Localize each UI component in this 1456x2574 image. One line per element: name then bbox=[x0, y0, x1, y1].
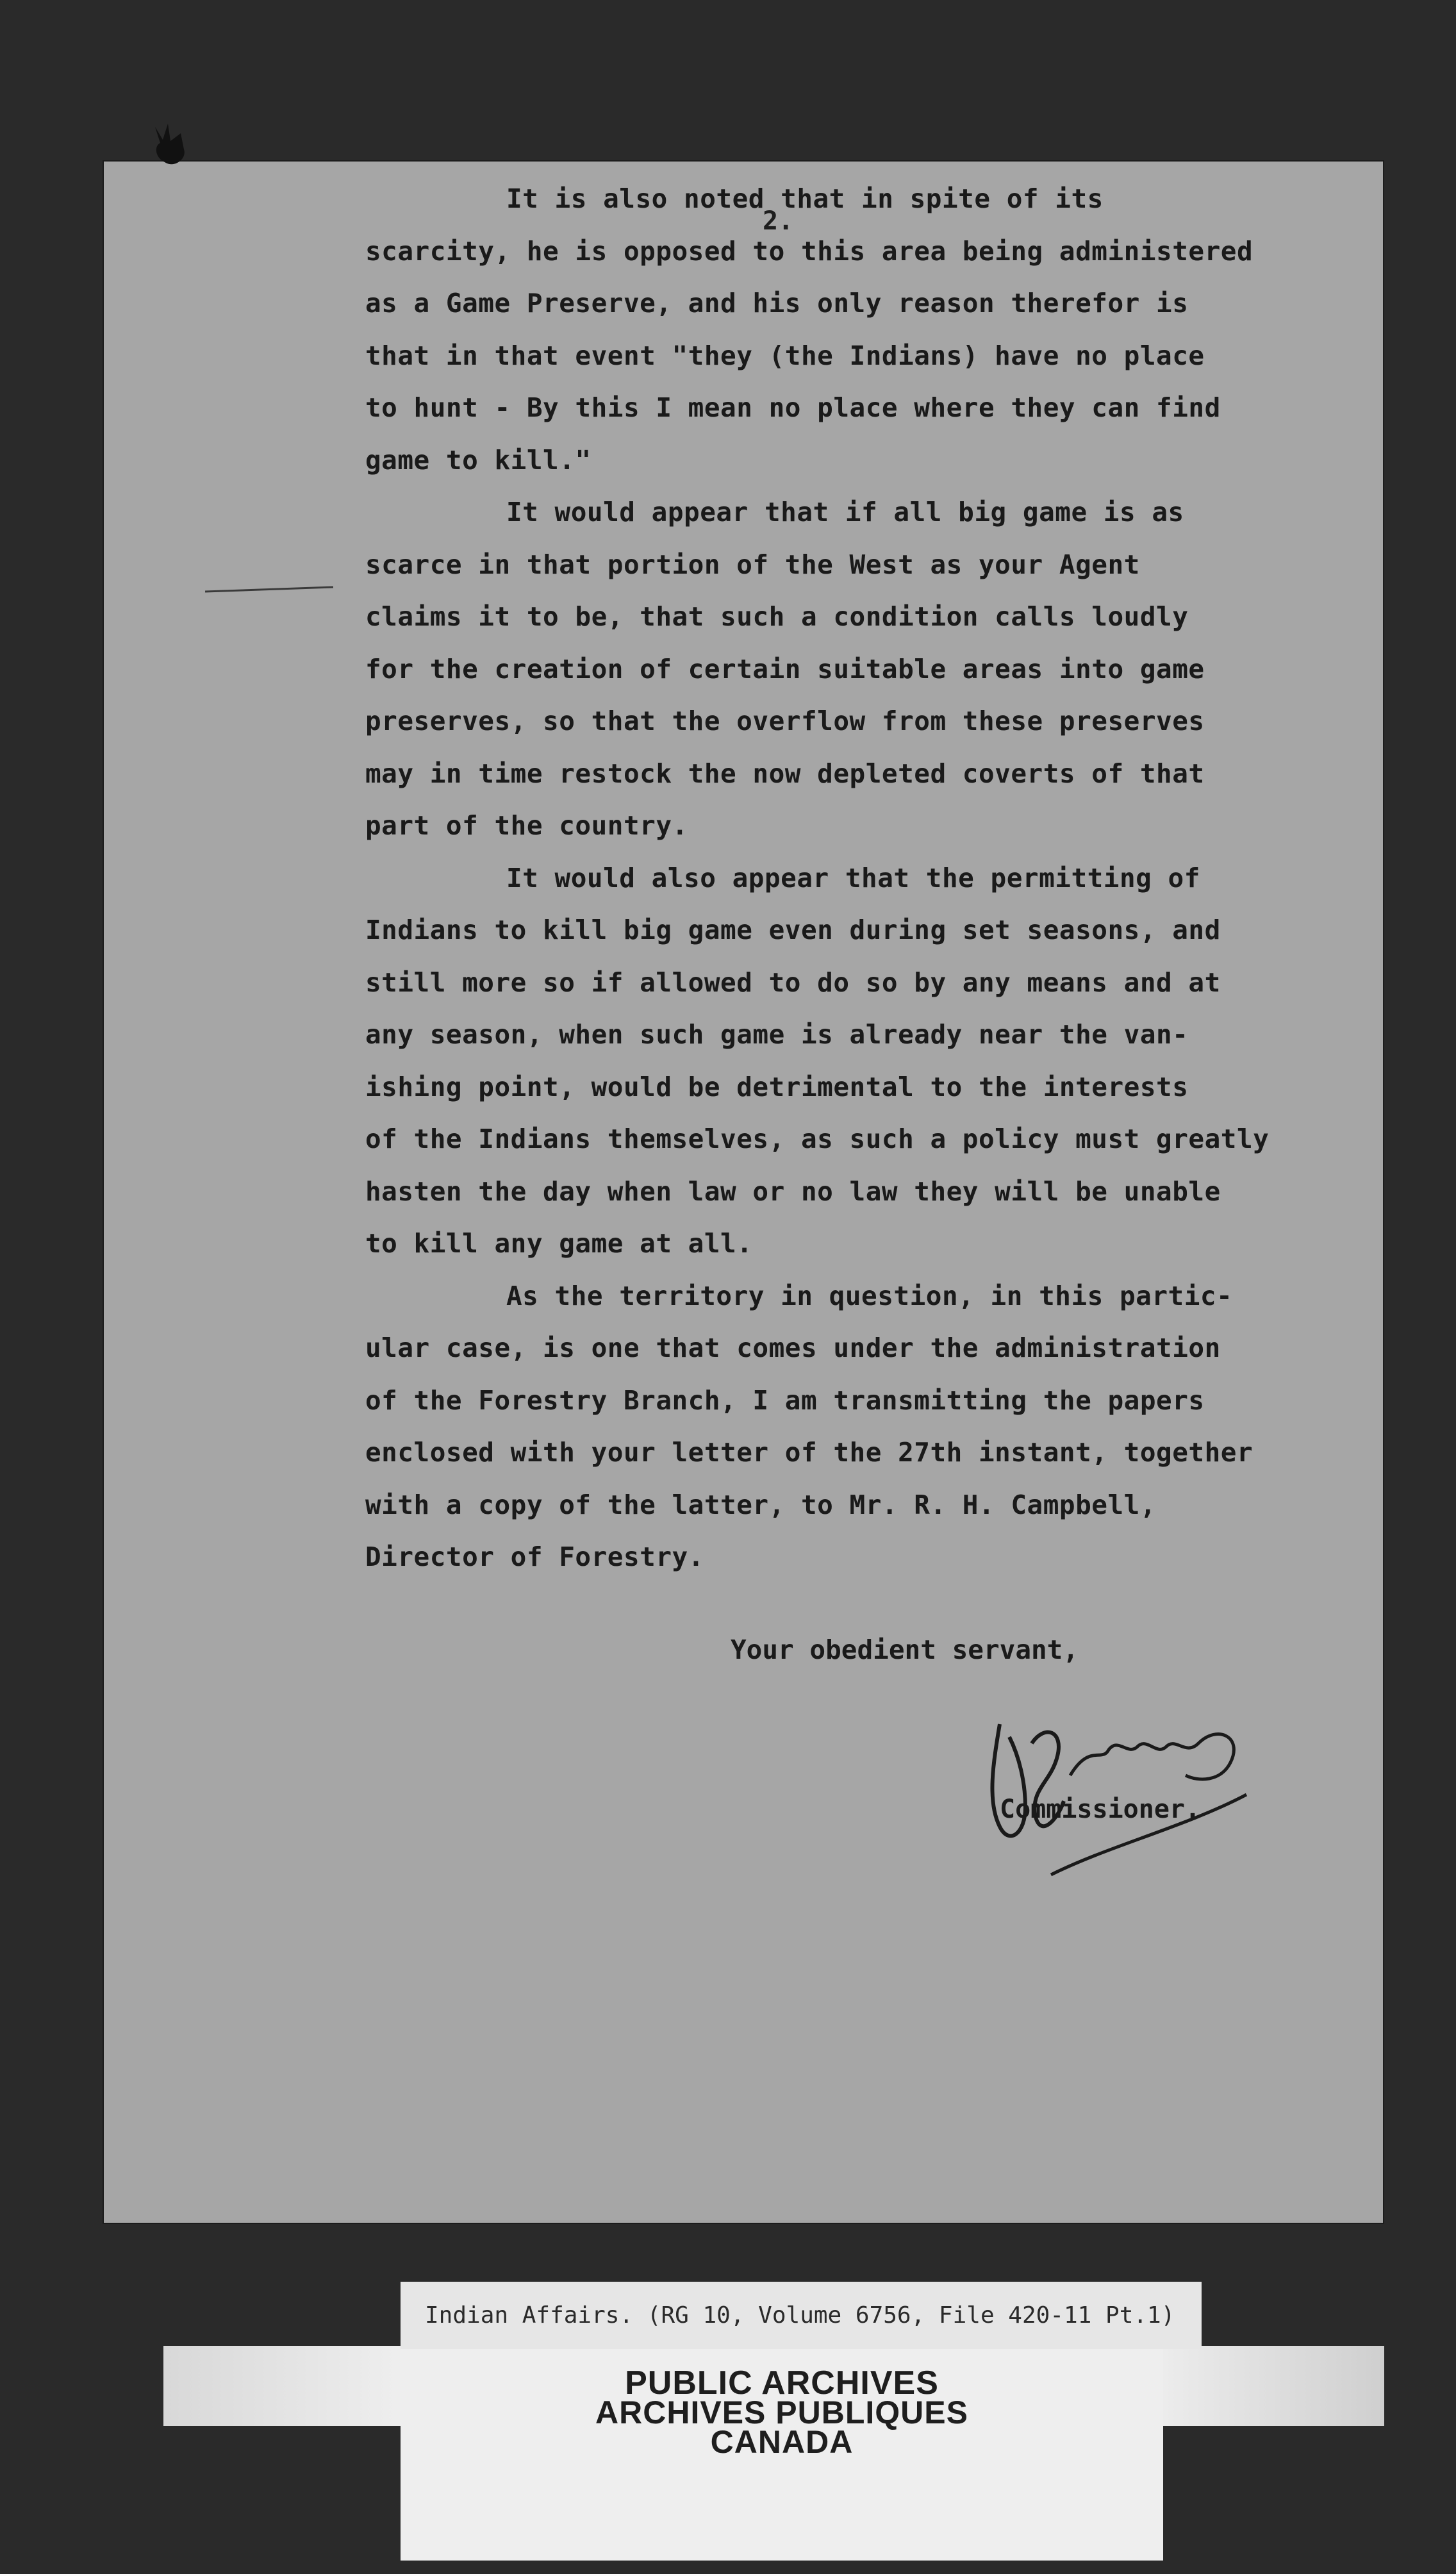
stamp-line-1: PUBLIC ARCHIVES bbox=[625, 2364, 939, 2402]
paragraph-3: It would also appear that the permitting of Indians to kill big game even during set seasons, and still more so if allowed to do so by any means and at any season, when such game is already near the van- ishing point, would be detrimental to the interests of the Indians themselves, as such a policy must greatly hasten the day when law or no law they will be unable to kill any game at all. bbox=[365, 862, 1270, 1259]
stamp-line-3: CANADA bbox=[710, 2424, 854, 2460]
paragraph-1: It is also noted that in spite of its scarcity, he is opposed to this area being administered as a Game Preserve, and his only reason therefor is that in that event "they (the Indians) have no place to hunt - By this I mean no place where they can find game to kill." bbox=[365, 183, 1253, 476]
letter-body bbox=[365, 173, 1275, 1584]
handwritten-signature bbox=[897, 1686, 1256, 1884]
signatory-title: Commissioner. bbox=[1000, 1795, 1201, 1824]
closing-salutation: Your obedient servant, bbox=[731, 1634, 1079, 1665]
page-number: 2. bbox=[763, 206, 794, 236]
paragraph-2: It would appear that if all big game is as scarce in that portion of the West as your Agent claims it to be, that such a condition calls loudly for the creation of certain suitable areas into game preserves, so that the overflow from these preserves may in time restock the now depleted coverts of that part of the country. bbox=[365, 497, 1205, 841]
punch-hole-mark bbox=[149, 120, 194, 172]
archive-stamp bbox=[401, 2349, 1163, 2561]
archive-reference-label: Indian Affairs. (RG 10, Volume 6756, File 420-11 Pt.1) bbox=[401, 2282, 1202, 2349]
stamp-line-2: ARCHIVES PUBLIQUES bbox=[595, 2395, 968, 2430]
paragraph-4: As the territory in question, in this partic- ular case, is one that comes under the administration of the Forestry Branch, I am transmitting the papers enclosed with your letter of the 27th instant, together with a copy of the latter, to Mr. R. H. Campbell, Director of Forestry. bbox=[365, 1280, 1253, 1572]
